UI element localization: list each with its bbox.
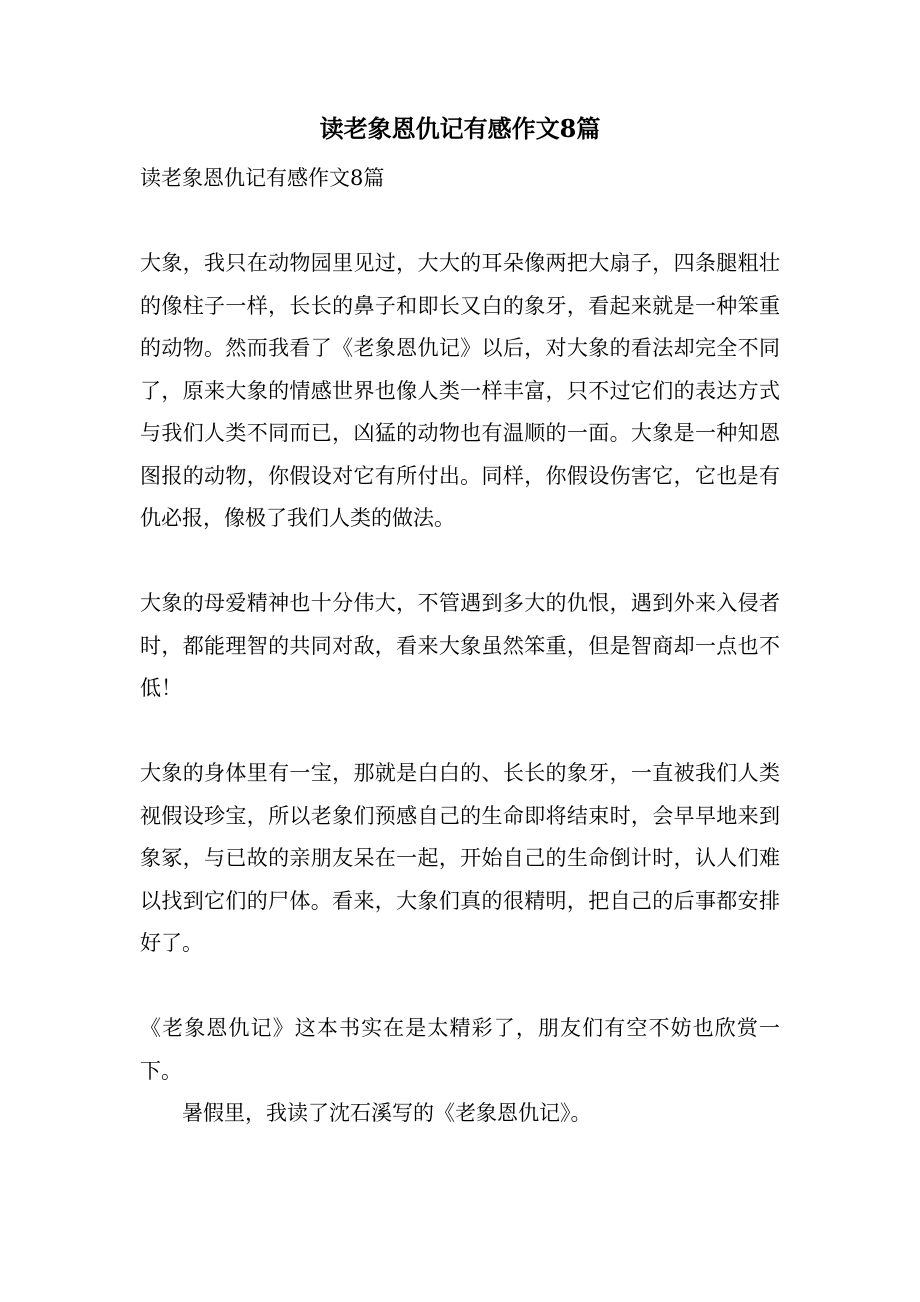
paragraph-spacer — [140, 540, 780, 583]
paragraph-5: 暑假里，我读了沈石溪写的《老象恩仇记》。 — [182, 1101, 592, 1125]
paragraph-3: 大象的身体里有一宝，那就是白白的、长长的象牙，一直被我们人类视假设珍宝，所以老象们预感自己的生命即将结束时，会早早地来到象冢，与已故的亲朋友呆在一起，开始自己的生命倒计时，认人们难以找到它们的尸体。看来，大象们真的很精明，把自己的后事都安排好了。 — [140, 761, 780, 955]
paragraph-4: 《老象恩仇记》这本书实在是太精彩了，朋友们有空不妨也欣赏一下。 — [140, 1016, 780, 1083]
paragraph-spacer — [140, 200, 780, 243]
paragraph-spacer — [140, 965, 780, 1008]
paragraph-1: 大象，我只在动物园里见过，大大的耳朵像两把大扇子，四条腿粗壮的像柱子一样，长长的鼻子和即长又白的象牙，看起来就是一种笨重的动物。然而我看了《老象恩仇记》以后，对大象的看法却完全不同了，原来大象的情感世界也像人类一样丰富，只不过它们的表达方式与我们人类不同而已，凶猛的动物也有温顺的一面。大象是一种知恩图报的动物，你假设对它有所付出。同样，你假设伤害它，它也是有仇必报，像极了我们人类的做法。 — [140, 251, 780, 530]
document-subtitle: 读老象恩仇记有感作文8篇 — [140, 166, 385, 190]
paragraph-2: 大象的母爱精神也十分伟大，不管遇到多大的仇恨，遇到外来入侵者时，都能理智的共同对敌，看来大象虽然笨重，但是智商却一点也不低！ — [140, 591, 780, 700]
paragraph-spacer — [140, 710, 780, 753]
document-title: 读老象恩仇记有感作文8篇 — [319, 114, 601, 143]
document-body — [140, 157, 780, 1135]
